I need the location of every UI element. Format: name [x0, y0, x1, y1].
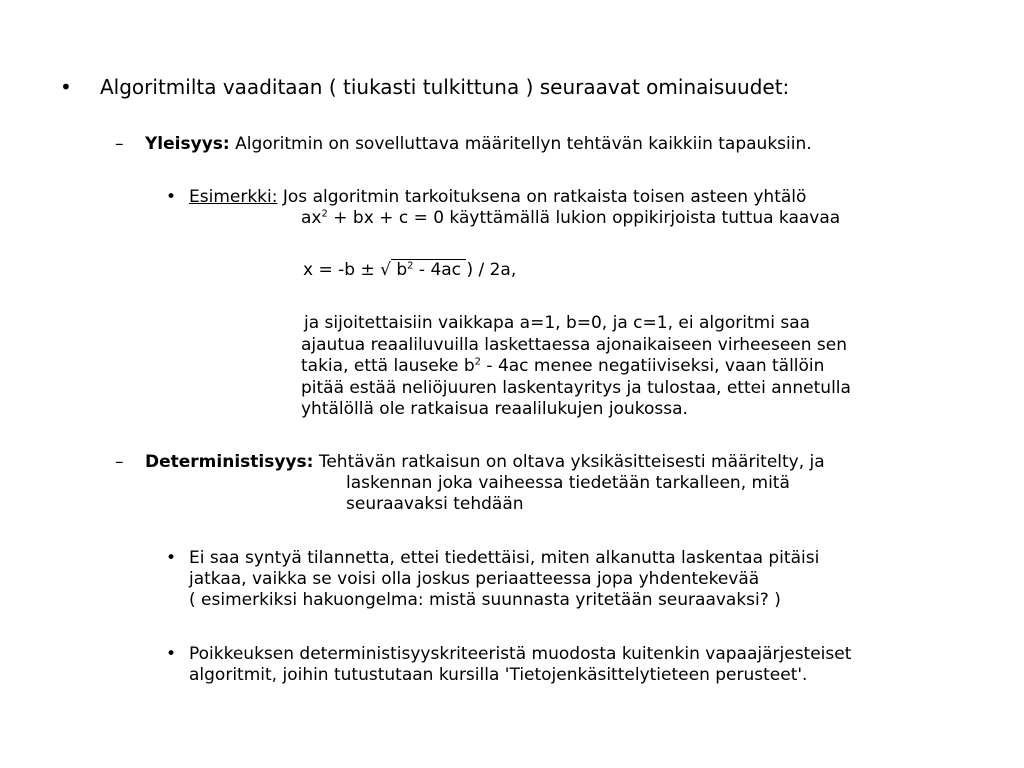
paragraph-line: ajautua reaaliluvuilla laskettaessa ajonaikaiseen virheeseen sen — [301, 334, 848, 355]
determinism-line3: seuraavaksi tehdään — [346, 494, 524, 514]
bullet-marker: • — [166, 187, 177, 207]
example-label-line — [189, 187, 806, 209]
determinism-item — [145, 452, 825, 473]
example-line2 — [301, 208, 840, 230]
paragraph-line — [301, 356, 851, 378]
example-line2-b: + bx + c = 0 käyttämällä lukion oppikirjoista tuttua kaavaa — [327, 208, 841, 228]
formula-radicand — [391, 259, 467, 280]
main-point: Algoritmilta vaaditaan ( tiukasti tulkittuna ) seuraavat ominaisuudet: — [100, 75, 790, 99]
determinism-line1: Tehtävän ratkaisun on oltava yksikäsitteisesti määritelty, ja — [318, 452, 825, 472]
dash-marker: – — [115, 452, 124, 472]
bullet-marker: • — [60, 75, 72, 99]
determinism-term: Deterministisyys: — [145, 452, 314, 472]
point-line: ( esimerkiksi hakuongelma: mistä suunnasta yritetään seuraavaksi? ) — [189, 590, 781, 610]
formula-suffix: ) / 2a, — [466, 260, 517, 280]
example-label: Esimerkki: — [189, 187, 278, 207]
point-line: Poikkeuksen deterministisyyskriteeristä muodosta kuitenkin vapaajärjesteiset — [189, 644, 852, 664]
superscript: 2 — [407, 260, 414, 272]
bullet-marker: • — [166, 644, 177, 664]
paragraph-line3-b: - 4ac menee negatiiviseksi, vaan tällöin — [481, 356, 825, 376]
paragraph-line: ja sijoitettaisiin vaikkapa a=1, b=0, ja c=1, ei algoritmi saa — [304, 313, 811, 333]
example-line2-a: ax — [301, 208, 322, 228]
quadratic-formula — [303, 260, 516, 282]
paragraph-line3-a: takia, että lauseke b — [301, 356, 475, 376]
radicand-a: b — [390, 260, 408, 280]
example-line1: Jos algoritmin tarkoituksena on ratkaista toisen asteen yhtälö — [282, 187, 807, 207]
example-paragraph — [301, 313, 851, 421]
bullet-marker: • — [166, 548, 177, 568]
determinism-line2: laskennan joka vaiheessa tiedetään tarkalleen, mitä — [346, 473, 790, 493]
formula-prefix: x = -b ± √ — [303, 260, 391, 280]
superscript: 2 — [321, 208, 328, 220]
paragraph-line: yhtälöllä ole ratkaisua reaalilukujen joukossa. — [301, 399, 688, 419]
generality-term: Yleisyys: — [145, 134, 230, 154]
determinism-point — [189, 548, 819, 611]
superscript: 2 — [474, 356, 481, 368]
dash-marker: – — [115, 134, 124, 154]
generality-text: Algoritmin on sovelluttava määritellyn tehtävän kaikkiin tapauksiin. — [235, 134, 812, 154]
generality-item — [145, 134, 812, 155]
determinism-point — [189, 644, 851, 686]
point-line: algoritmit, joihin tutustutaan kursilla 'Tietojenkäsittelytieteen perusteet'. — [189, 665, 808, 685]
point-line: Ei saa syntyä tilannetta, ettei tiedettäisi, miten alkanutta laskentaa pitäisi — [189, 548, 820, 568]
paragraph-line: pitää estää neliöjuuren laskentayritys ja tulostaa, ettei annetulla — [301, 377, 851, 398]
radicand-b: - 4ac — [413, 260, 467, 280]
point-line: jatkaa, vaikka se voisi olla joskus periaatteessa jopa yhdentekevää — [189, 569, 760, 589]
